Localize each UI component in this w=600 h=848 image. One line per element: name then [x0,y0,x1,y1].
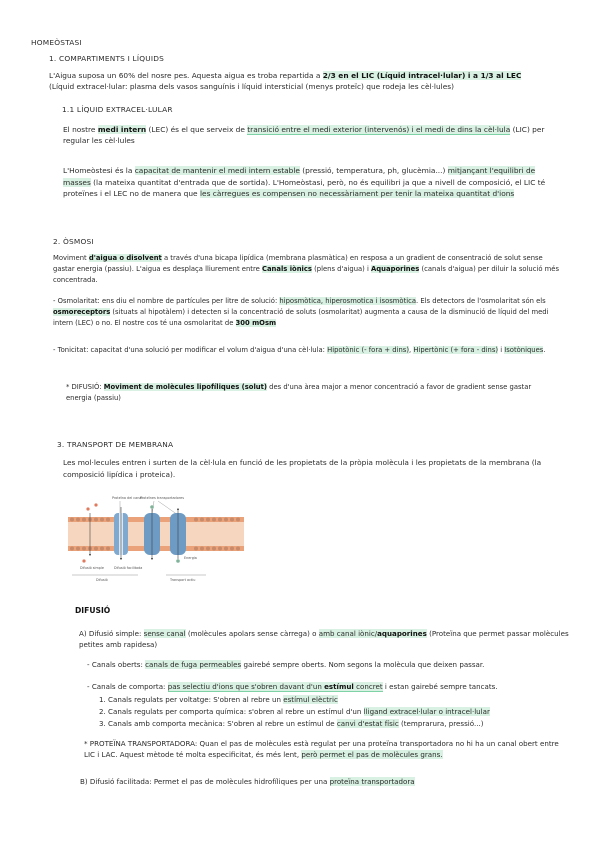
subsection-1-1-heading: 1.1 LÍQUID EXTRACEL·LULAR [62,105,173,114]
channel-protein-label: Proteïna del canal [112,496,143,500]
facilitated-diffusion-label: Difusió facilitada [114,566,143,570]
channel-type-3: 3. Canals amb comporta mecànica: S'obren al rebre un estímul de canvi d'estat físic (temprarura, pressió...) [99,719,484,728]
transport-protein-note: * PROTEÏNA TRANSPORTADORA: Quan el pas de molècules està regulat per una proteïna transportadora no hi ha un canal obert entre LIC i LAC. Aquest mètode té molta especificitat, és més lent, però permet el pas de molècules grans. [84,739,559,759]
s3-paragraph-1: Les mol·lecules entren i surten de la cèl·lula en funció de les propietats de la pròpia molècula i les propietats de la membrana (la composició lipídica i proteica). [63,458,542,479]
s2-paragraph-2: - Osmolaritat: ens diu el nombre de partícules per litre de solució: hiposmòtica, hiperosmotica i isosmòtica. Els detectors de l'osmolaritat són els osmoreceptors (situats al hipotàlem) i detecten si la concentració de soluts (osmolaritat) augmenta a causa de la disminució de líquid del medi intern (LEC) o no. El nostre cos té una osmolaritat de 300 mOsm [53,297,549,327]
membrane-transport-diagram [66,495,246,583]
difusio-b2: - Canals de comporta: pas selectiu d'ions que s'obren davant d'un estímul concret i estan gairebé sempre tancats. [87,682,498,691]
page-title: HOMEÒSTASI [31,38,82,47]
section-1-heading: 1. COMPARTIMENTS I LÍQUIDS [49,54,165,63]
s2-paragraph-1: Moviment d'aigua o disolvent a través d'una bicapa lipídica (membrana plasmàtica) en resposa a un gradient de consentració de solut sense gastar energia (passiu). L'aigua es desplaça lliurement entre Canals iònics (plens d'aigua) i Aquaporines (canals d'aigua) per diluir la solució més concentrada. [53,254,560,284]
difusio-heading: DIFUSIÓ [75,606,111,615]
s2-paragraph-3: - Tonicitat: capacitat d'una solució per modificar el volum d'aigua d'una cèl·lula: Hipotònic (- fora + dins), Hipertònic (+ fora - dins) i Isotòniques. [53,346,546,354]
simple-diffusion-label: Difusió simple [80,566,104,570]
channel-type-2: 2. Canals regulats per comporta química: s'obren al rebre un estímul d'un lligand extracel·lular o intracel·lular [99,707,490,716]
section-2-heading: 2. ÒSMOSI [53,237,94,246]
s1-paragraph-3: L'Homeòstesi és la capacitat de mantenir el medi intern estable (pressió, temperatura, ph, glucèmia...) mitjançant l'equilibri de masses (la mateixa quantitat d'entrada que de sortida). L'Homeòstasi, però, no és equilibri ja que a nivell de composició, el LIC té proteïnes i el LEC no de manera que les càrregues es compensen no necessàriament per tenir la mateixa quantitat d'ions [63,166,546,198]
s1-paragraph-1: L'Aigua suposa un 60% del nosre pes. Aquesta aigua es troba repartida a 2/3 en el LIC (Líquid intracel·lular) i a 1/3 al LEC (Líquid extracel·lular: plasma dels vasos sanguínis i líquid intersticial (menys proteïc) que rodeja les cèl·lules) [49,71,522,91]
s2-paragraph-4: * DIFUSIÓ: Moviment de molècules lipofíliques (solut) des d'una àrea major a menor concentració a favor de gradient sense gastar energia (passiu) [66,383,532,402]
transport-proteins-label: Proteïnes transportadores [140,496,184,500]
difusio-b1: - Canals oberts: canals de fuga permeables gairebé sempre oberts. Nom segons la molècula que deixen passar. [87,660,485,669]
energy-label: Energia [184,556,197,560]
active-transport-label: Transport actiu [170,578,196,582]
section-3-heading: 3. TRANSPORT DE MEMBRANA [57,440,174,449]
diffusion-label: Difusió [96,578,108,582]
difusio-a: A) Difusió simple: sense canal (molècules apolars sense càrrega) o amb canal iònic/aquaporines (Proteïna que permet passar molècules petites amb rapidesa) [79,629,569,649]
s1-paragraph-2: El nostre medi intern (LEC) és el que serveix de transició entre el medi exterior (intervenós) i el medi de dins la cèl·lula (LIC) per regular les cèl·lules [63,125,545,145]
channel-type-1: 1. Canals regulats per voltatge: S'obren al rebre un estímul elèctric [99,695,338,704]
difusio-facilitada: B) Difusió facilitada: Permet el pas de molècules hidrofíliques per una proteïna transportadora [80,777,415,786]
